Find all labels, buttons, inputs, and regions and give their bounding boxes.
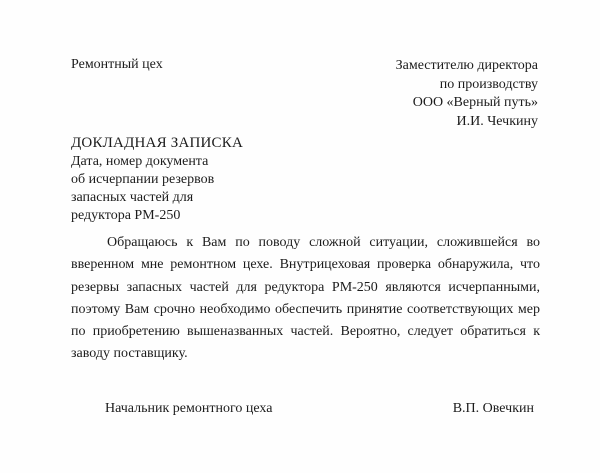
subject-line-3: запасных частей для [71, 190, 194, 205]
subject-line-4: редуктора РМ-250 [71, 208, 181, 223]
subject-line-2: об исчерпании резервов [71, 172, 215, 187]
addressee-block [396, 57, 538, 131]
signer-position: Начальник ремонтного цеха [105, 401, 273, 416]
addressee-name: И.И. Чечкину [456, 113, 538, 129]
document-title: ДОКЛАДНАЯ ЗАПИСКА [71, 135, 243, 151]
memo-body [71, 232, 540, 366]
memo-body-paragraph: Обращаюсь к Вам по поводу сложной ситуации, сложившейся во вверенном мне ремонтном цехе. Внутрицеховая проверка обнаружила, что резервы запасных частей для редуктора РМ-250 являются исчерпанными, поэтому Вам срочно необходимо обеспечить принятие соответствующих мер по приобретению вышеназванных частей. Вероятно, следует обратиться к заводу поставщику. [71, 235, 540, 362]
addressee-title: Заместителю директора [395, 58, 538, 73]
addressee-division: по производству [439, 76, 538, 92]
sender-department: Ремонтный цех [71, 57, 163, 72]
signer-name: В.П. Овечкин [452, 401, 534, 416]
subject-block [71, 153, 214, 225]
subject-line-1: Дата, номер документа [71, 154, 209, 169]
addressee-company: ООО «Верный путь» [412, 95, 538, 110]
